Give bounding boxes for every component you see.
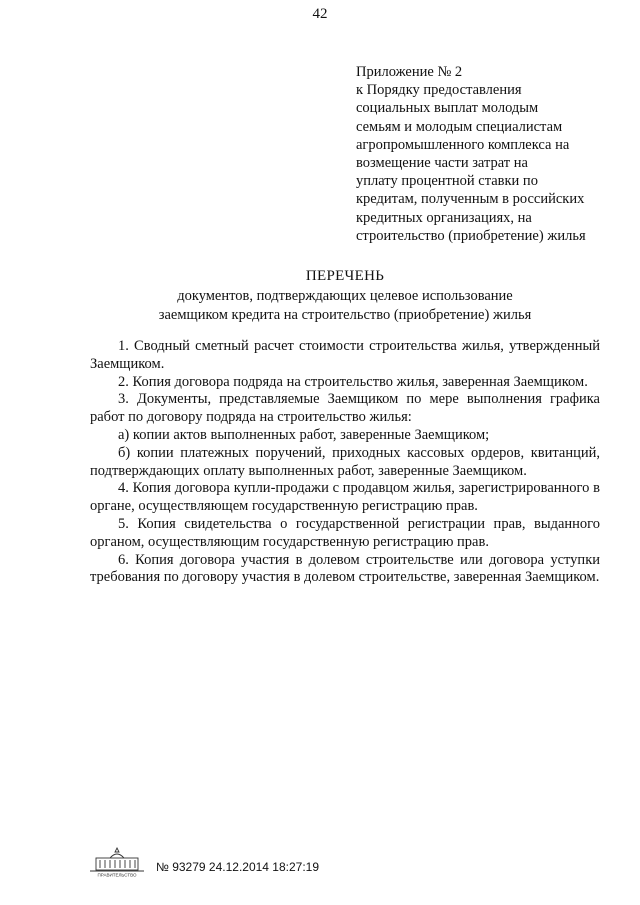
document-stamp: № 93279 24.12.2014 18:27:19 [156,860,320,874]
appendix-line: возмещение части затрат на [356,155,528,172]
appendix-line: к Порядку предоставления [356,82,522,99]
appendix-line: строительство (приобретение) жилья [356,227,586,244]
appendix-block [356,63,626,245]
list-item: 3. Документы, представляемые Заемщиком по мере выполнения графика работ по договору подряда на строительство жилья: [90,391,600,426]
list-subitem: б) копии платежных поручений, приходных кассовых ордеров, квитанций, подтверждающих оплату выполненных работ, заверенные Заемщиком. [90,444,600,479]
government-building-icon [88,846,146,878]
appendix-line: социальных выплат молодым [356,100,539,117]
appendix-line: кредитам, полученным в российских [356,191,585,208]
list-item: 4. Копия договора купли-продажи с продавцом жилья, зарегистрированного в органе, осуществляющем государственную регистрацию прав. [90,480,600,515]
subtitle-line: документов, подтверждающих целевое использование [177,288,513,304]
appendix-line: кредитных организациях, на [356,209,532,226]
appendix-line: Приложение № 2 [356,64,463,80]
appendix-line: агропромышленного комплекса на [356,136,570,153]
appendix-line: уплату процентной ставки по [356,173,538,190]
list-item: 6. Копия договора участия в долевом строительстве или договора уступки требования по договору участия в долевом строительстве, заверенная Заемщиком. [90,551,600,586]
document-title: ПЕРЕЧЕНЬ [305,268,385,284]
document-body [90,338,600,587]
footer [88,846,319,878]
list-subitem: а) копии актов выполненных работ, заверенные Заемщиком; [118,426,490,443]
appendix-line: семьям и молодым специалистам [356,118,563,135]
list-item: 5. Копия свидетельства о государственной регистрации прав, выданного органом, осуществляющим государственную регистрацию прав. [90,515,600,550]
document-subtitle [90,287,600,324]
list-item: 2. Копия договора подряда на строительство жилья, заверенная Заемщиком. [118,373,588,390]
subtitle-line: заемщиком кредита на строительство (приобретение) жилья [158,306,532,323]
seal-text: ПРАВИТЕЛЬСТВО [97,872,137,878]
page-number: 42 [312,6,328,22]
list-item: 1. Сводный сметный расчет стоимости строительства жилья, утвержденный Заемщиком. [90,338,600,372]
